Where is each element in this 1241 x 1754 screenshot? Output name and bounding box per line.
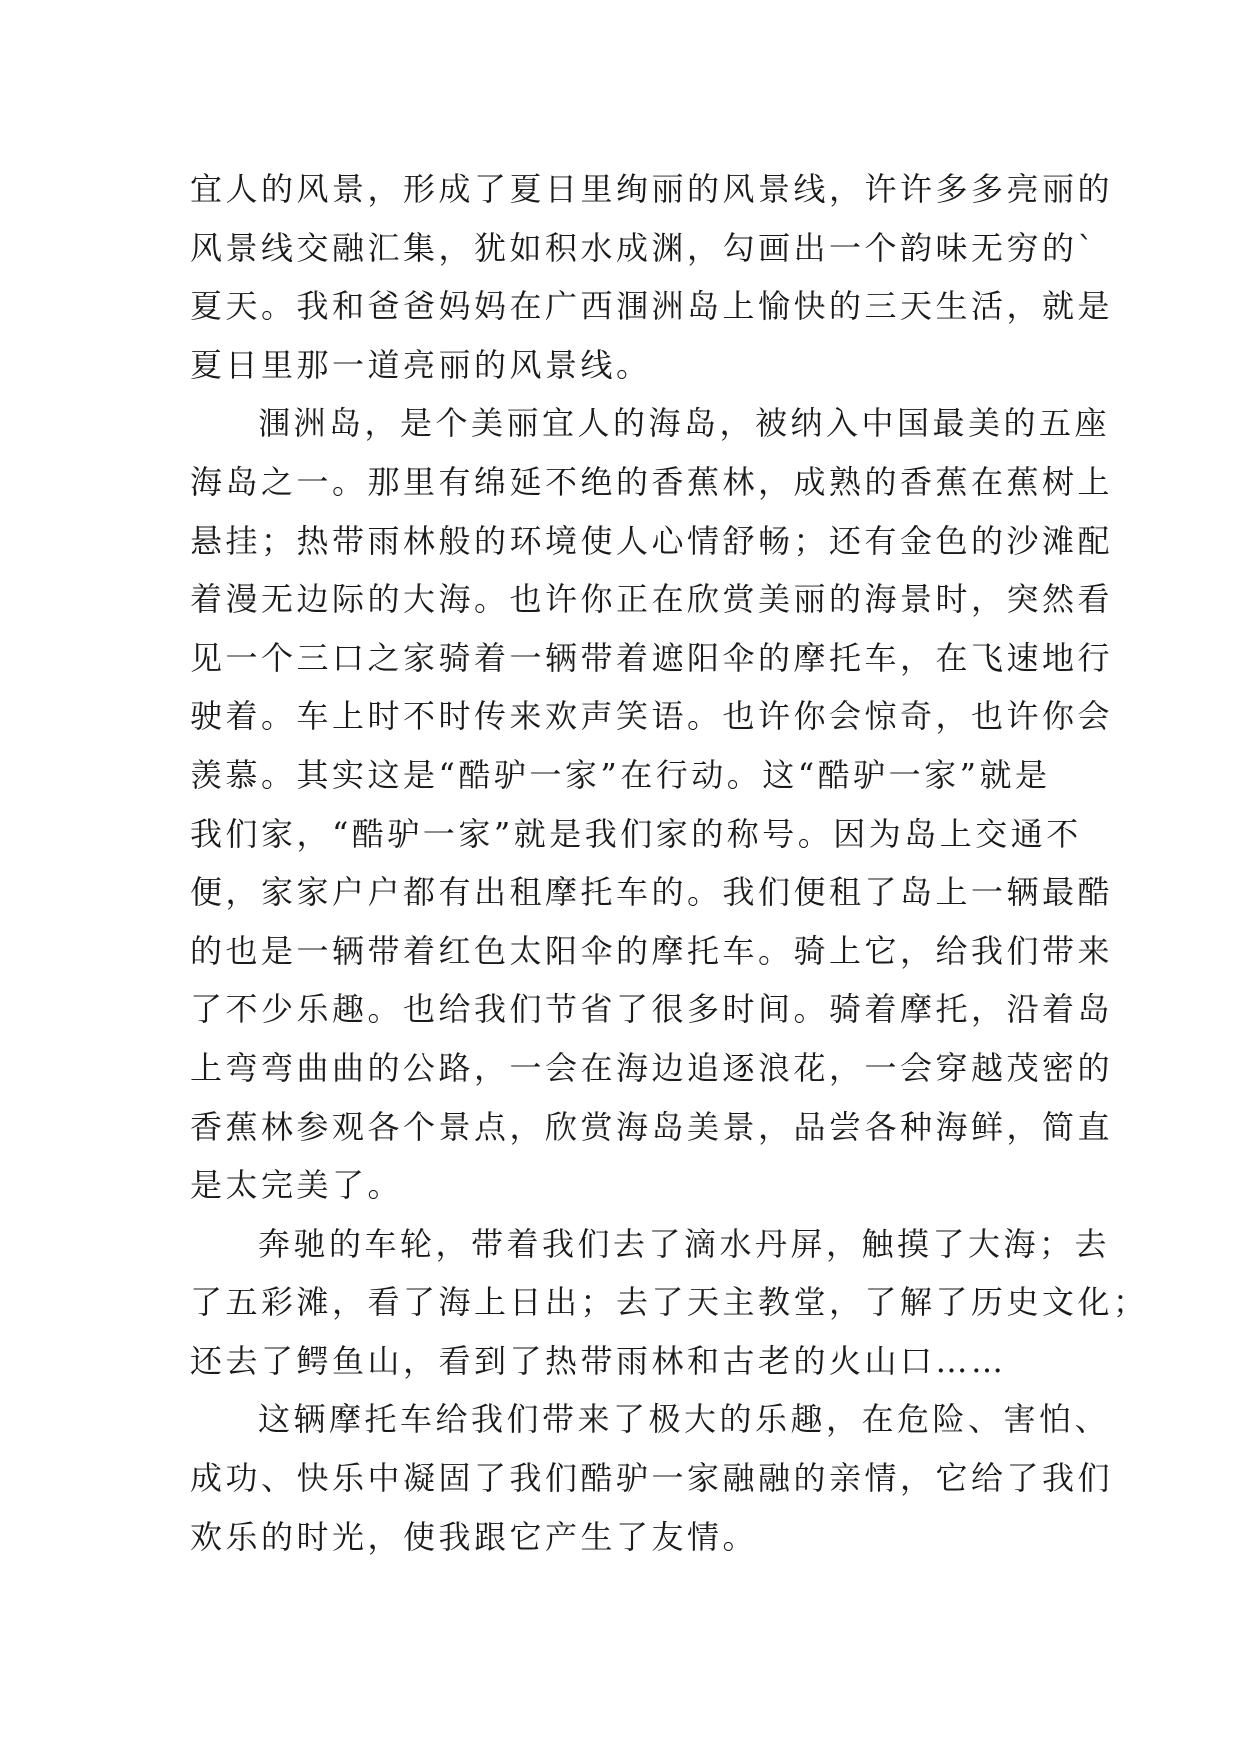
text-line: 风景线交融汇集，犹如积水成渊，勾画出一个韵味无穷的` (190, 228, 1098, 267)
text-line: 的也是一辆带着红色太阳伞的摩托车。骑上它，给我们带来 (190, 931, 1114, 970)
paragraph-2 (190, 394, 1114, 1214)
text-line: 夏天。我和爸爸妈妈在广西涠洲岛上愉快的三天生活，就是 (190, 287, 1114, 326)
text-line: 见一个三口之家骑着一辆带着遮阳伞的摩托车，在飞速地行 (190, 638, 1114, 677)
paragraph-1 (190, 160, 1114, 394)
text-line: 驶着。车上时不时传来欢声笑语。也许你会惊奇，也许你会 (190, 697, 1114, 736)
text-line: 奔驰的车轮，带着我们去了滴水丹屏，触摸了大海；去 (258, 1224, 1111, 1263)
text-line: 了不少乐趣。也给我们节省了很多时间。骑着摩托，沿着岛 (190, 990, 1114, 1029)
text-line: 我们家，“酷驴一家”就是我们家的称号。因为岛上交通不 (190, 814, 1082, 853)
body-text (190, 160, 1149, 1566)
text-line: 便，家家户户都有出租摩托车的。我们便租了岛上一辆最酷 (190, 873, 1114, 912)
text-line: 海岛之一。那里有绵延不绝的香蕉林，成熟的香蕉在蕉树上 (190, 462, 1114, 501)
text-line: 香蕉林参观各个景点，欣赏海岛美景，品尝各种海鲜，简直 (190, 1107, 1114, 1146)
text-line: 还去了鳄鱼山，看到了热带雨林和古老的火山口…… (190, 1341, 1007, 1380)
text-line: 涠洲岛，是个美丽宜人的海岛，被纳入中国最美的五座 (258, 404, 1111, 443)
text-line: 上弯弯曲曲的公路，一会在海边追逐浪花，一会穿越茂密的 (190, 1048, 1114, 1087)
text-line: 着漫无边际的大海。也许你正在欣赏美丽的海景时，突然看 (190, 580, 1114, 619)
text-line: 欢乐的时光，使我跟它产生了友情。 (190, 1517, 759, 1556)
text-line: 宜人的风景，形成了夏日里绚丽的风景线，许许多多亮丽的 (190, 170, 1114, 208)
text-line: 悬挂；热带雨林般的环境使人心情舒畅；还有金色的沙滩配 (190, 521, 1114, 560)
text-line: 这辆摩托车给我们带来了极大的乐趣，在危险、害怕、 (258, 1400, 1111, 1439)
text-line: 是太完美了。 (190, 1166, 404, 1205)
text-line: 了五彩滩，看了海上日出；去了天主教堂，了解了历史文化； (190, 1283, 1149, 1322)
paragraph-4 (190, 1390, 1114, 1566)
text-line: 羡慕。其实这是“酷驴一家”在行动。这“酷驴一家”就是 (190, 755, 1051, 794)
text-line: 夏日里那一道亮丽的风景线。 (190, 345, 652, 384)
text-line: 成功、快乐中凝固了我们酷驴一家融融的亲情，它给了我们 (190, 1459, 1114, 1498)
paragraph-3 (190, 1215, 1149, 1391)
